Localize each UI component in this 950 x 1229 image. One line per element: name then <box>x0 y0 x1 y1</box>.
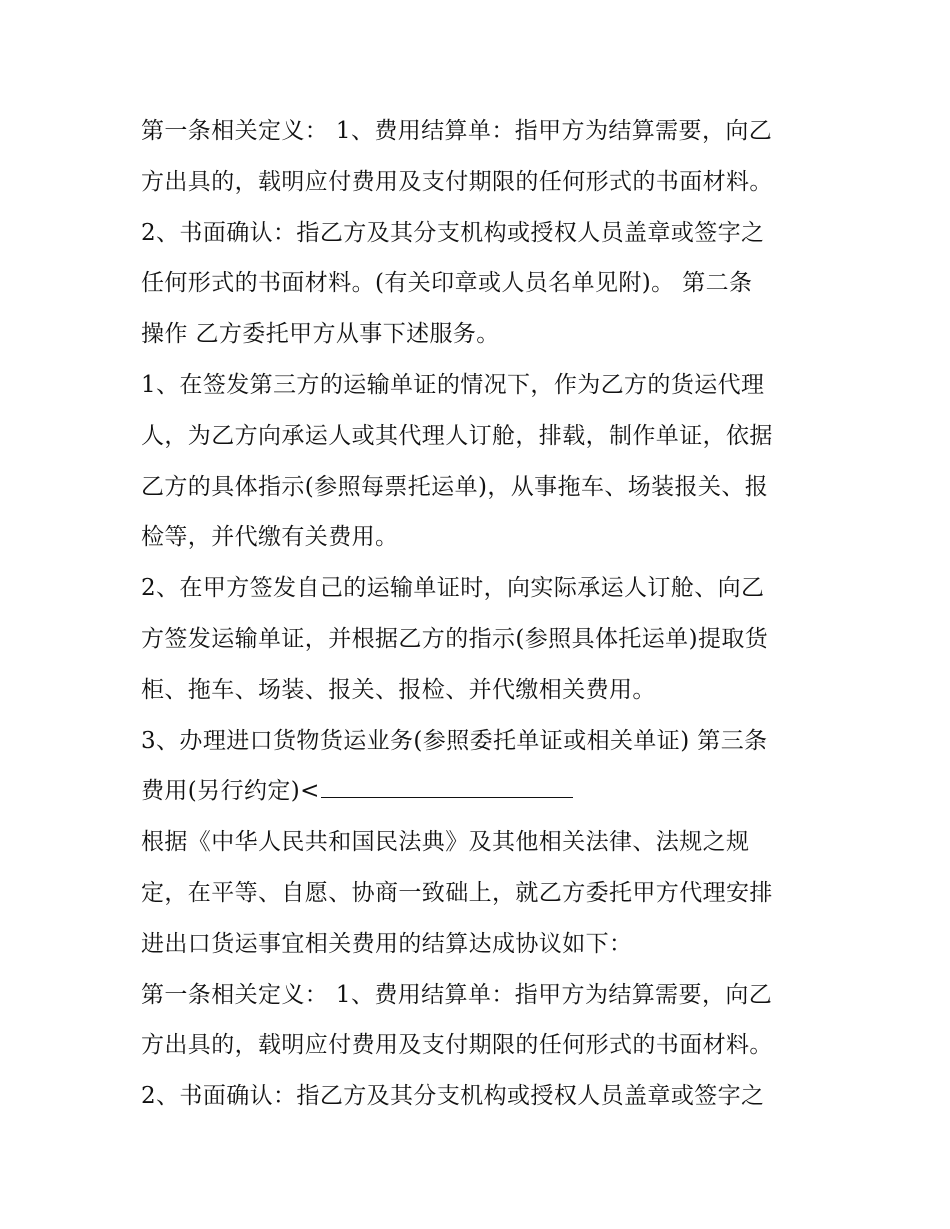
fee-line <box>141 766 821 817</box>
text-line: 方出具的，载明应付费用及支付期限的任何形式的书面材料。 <box>141 1032 773 1059</box>
text-line: 柜、拖车、场装、报关、报检、并代缴相关费用。 <box>141 676 656 703</box>
text-line: 方签发运输单证，并根据乙方的指示(参照具体托运单)提取货 <box>141 625 769 652</box>
text-line: 3、办理进口货物货运业务(参照委托单证或相关单证) 第三条 <box>141 727 768 754</box>
text-line: 2、在甲方签发自己的运输单证时，向实际承运人订舱、向乙 <box>141 575 765 602</box>
fill-in-blank <box>321 781 573 798</box>
text-line: 根据《中华人民共和国民法典》及其他相关法律、法规之规 <box>141 829 750 856</box>
text-line: 检等，并代缴有关费用。 <box>141 524 399 551</box>
text-line: 方出具的，载明应付费用及支付期限的任何形式的书面材料。 <box>141 168 773 195</box>
text-line: 第一条相关定义： 1、费用结算单：指甲方为结算需要，向乙 <box>141 118 773 144</box>
fee-line-text: 费用(另行约定)< <box>141 778 320 805</box>
text-line: 乙方的具体指示(参照每票托运单)，从事拖车、场装报关、报 <box>141 473 769 500</box>
text-line: 2、书面确认：指乙方及其分支机构或授权人员盖章或签字之 <box>141 219 765 246</box>
text-line: 操作 乙方委托甲方从事下述服务。 <box>141 321 500 348</box>
text-line: 进出口货运事宜相关费用的结算达成协议如下： <box>141 930 633 957</box>
text-line: 第一条相关定义： 1、费用结算单：指甲方为结算需要，向乙 <box>141 981 773 1008</box>
text-line: 定，在平等、自愿、协商一致础上，就乙方委托甲方代理安排 <box>141 879 773 906</box>
document-body <box>141 106 821 1122</box>
text-line: 人，为乙方向承运人或其代理人订舱，排载，制作单证，依据 <box>141 422 773 449</box>
text-line: 任何形式的书面材料。(有关印章或人员名单见附)。 第二条 <box>141 270 753 297</box>
text-line: 1、在签发第三方的运输单证的情况下，作为乙方的货运代理 <box>141 371 765 398</box>
text-line: 2、书面确认：指乙方及其分支机构或授权人员盖章或签字之 <box>141 1083 765 1110</box>
